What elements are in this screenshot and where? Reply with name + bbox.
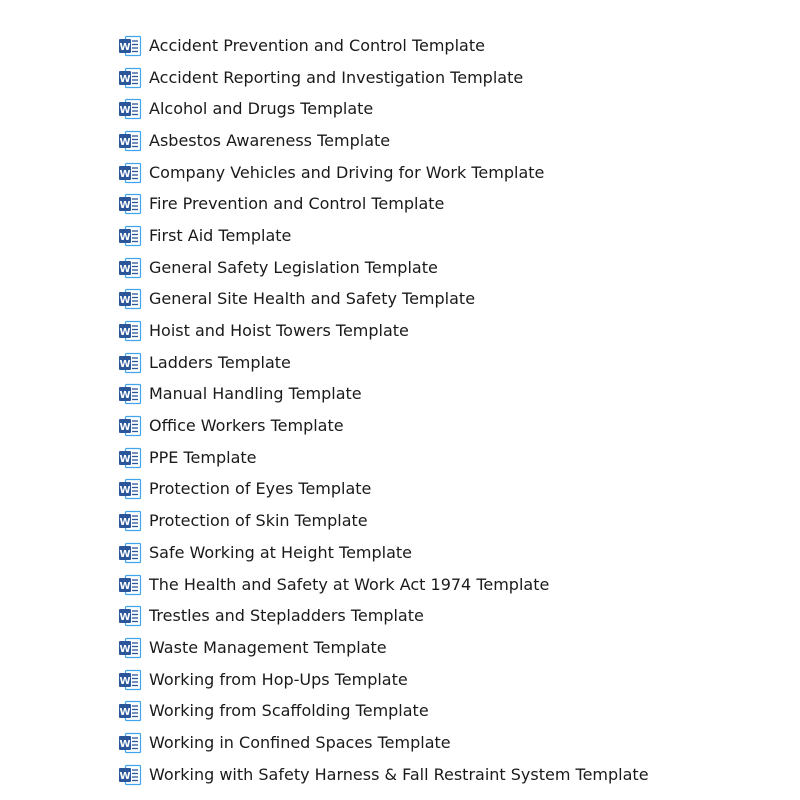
word-document-icon [118,225,142,247]
file-item[interactable] [118,600,649,632]
file-name: Protection of Eyes Template [149,479,372,499]
file-item[interactable] [118,759,649,791]
word-document-icon [118,700,142,722]
word-document-icon [118,193,142,215]
svg-text:W: W [119,485,131,497]
file-name: General Site Health and Safety Template [149,289,476,309]
file-name: Working in Confined Spaces Template [149,732,451,752]
word-document-icon [118,510,142,532]
file-name: Safe Working at Height Template [149,542,413,562]
file-name: Office Workers Template [149,416,344,436]
file-name: Hoist and Hoist Towers Template [149,321,409,341]
svg-text:W: W [119,200,131,212]
svg-text:W: W [119,643,131,655]
file-item[interactable] [118,220,649,252]
file-item[interactable] [118,410,649,442]
svg-text:W: W [119,327,131,339]
file-name: Trestles and Stepladders Template [149,606,424,626]
word-document-icon [118,478,142,500]
file-item[interactable] [118,93,649,125]
word-document-icon [118,669,142,691]
file-name: Alcohol and Drugs Template [149,99,374,119]
file-item[interactable] [118,664,649,696]
word-document-icon [118,383,142,405]
svg-text:W: W [119,548,131,560]
file-item[interactable] [118,537,649,569]
svg-text:W: W [119,295,131,307]
file-name: Manual Handling Template [149,384,362,404]
file-item[interactable] [118,284,649,316]
word-document-icon [118,764,142,786]
file-name: Working from Hop-Ups Template [149,669,408,689]
file-item[interactable] [118,188,649,220]
word-document-icon [118,447,142,469]
word-document-icon [118,320,142,342]
svg-text:W: W [119,168,131,180]
file-name: Working from Scaffolding Template [149,701,429,721]
svg-text:W: W [119,738,131,750]
file-item[interactable] [118,632,649,664]
svg-text:W: W [119,263,131,275]
file-item[interactable] [118,157,649,189]
word-document-icon [118,288,142,310]
word-document-icon [118,98,142,120]
svg-text:W: W [119,612,131,624]
file-name: Protection of Skin Template [149,511,368,531]
file-name: Company Vehicles and Driving for Work Template [149,162,545,182]
file-name: The Health and Safety at Work Act 1974 Template [149,574,550,594]
word-document-icon [118,637,142,659]
file-item[interactable] [118,315,649,347]
svg-text:W: W [119,517,131,529]
word-document-icon [118,732,142,754]
word-document-icon [118,35,142,57]
svg-text:W: W [119,707,131,719]
svg-text:W: W [119,41,131,53]
svg-text:W: W [119,105,131,117]
file-name: General Safety Legislation Template [149,257,438,277]
file-name: Accident Prevention and Control Template [149,35,485,55]
word-document-icon [118,257,142,279]
word-document-icon [118,67,142,89]
word-document-icon [118,574,142,596]
svg-text:W: W [119,231,131,243]
file-item[interactable] [118,474,649,506]
svg-text:W: W [119,73,131,85]
file-item[interactable] [118,347,649,379]
svg-text:W: W [119,136,131,148]
svg-text:W: W [119,358,131,370]
file-name: Waste Management Template [149,637,387,657]
svg-text:W: W [119,390,131,402]
file-item[interactable] [118,62,649,94]
file-item[interactable] [118,505,649,537]
word-document-icon [118,605,142,627]
file-item[interactable] [118,695,649,727]
file-item[interactable] [118,569,649,601]
file-name: Fire Prevention and Control Template [149,194,445,214]
file-name: Working with Safety Harness & Fall Restraint System Template [149,764,649,784]
file-name: First Aid Template [149,225,292,245]
file-item[interactable] [118,30,649,62]
file-item[interactable] [118,442,649,474]
svg-text:W: W [119,453,131,465]
word-document-icon [118,352,142,374]
file-item[interactable] [118,379,649,411]
svg-text:W: W [119,770,131,782]
file-list [118,30,649,791]
svg-text:W: W [119,675,131,687]
file-name: Ladders Template [149,352,291,372]
file-item[interactable] [118,252,649,284]
word-document-icon [118,162,142,184]
word-document-icon [118,415,142,437]
file-name: Asbestos Awareness Template [149,130,391,150]
svg-text:W: W [119,422,131,434]
svg-text:W: W [119,580,131,592]
word-document-icon [118,542,142,564]
file-item[interactable] [118,727,649,759]
file-name: PPE Template [149,447,257,467]
file-item[interactable] [118,125,649,157]
word-document-icon [118,130,142,152]
file-name: Accident Reporting and Investigation Template [149,67,524,87]
